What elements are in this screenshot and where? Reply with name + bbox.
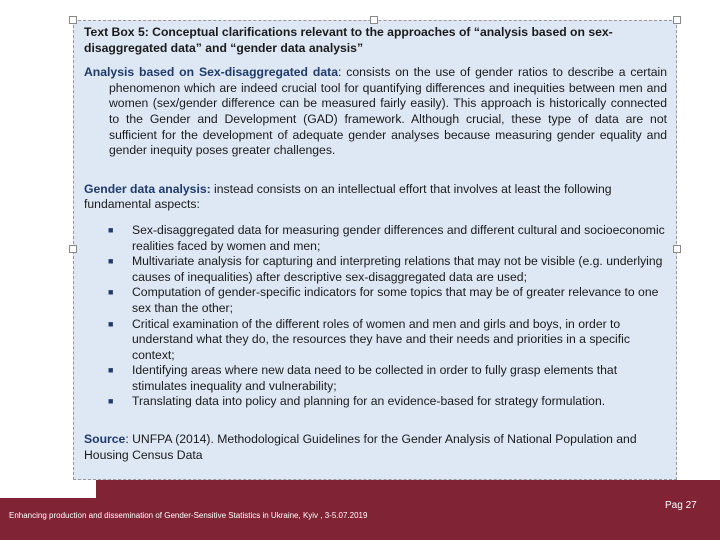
list-item-text: Computation of gender-specific indicators for some topics that may be of greater relevance to one sex than the other;	[132, 285, 659, 315]
source-label: Source	[84, 432, 126, 447]
footer-band	[96, 480, 720, 498]
resize-handle[interactable]	[370, 16, 378, 24]
list-item	[84, 317, 667, 364]
resize-handle[interactable]	[69, 16, 77, 24]
section-sex-disaggregated	[84, 65, 667, 159]
list-item	[84, 363, 667, 394]
text-box[interactable]	[73, 20, 677, 480]
bullet-icon: ■	[108, 287, 114, 298]
section-text: : consists on the use of gender ratios to describe a certain phenomenon which are indeed crucial tool for quantifying differences and inequities between men and women (sex/gender difference can be measured fairly easily). This approach is historically connected to the Gender and Development (GAD) framework. Although crucial, these type of data are not sufficient for the development of adequate gender analyses because measuring gender equality and gender inequity poses greater challenges.	[109, 65, 667, 158]
bullet-icon: ■	[108, 224, 114, 235]
list-item	[84, 254, 667, 285]
bullet-icon: ■	[108, 365, 114, 376]
list-item-text: Translating data into policy and planning for an evidence-based for strategy formulation.	[132, 394, 606, 409]
source-text: : UNFPA (2014). Methodological Guidelines for the Gender Analysis of National Population and Housing Census Data	[84, 432, 637, 462]
footer-text: Enhancing production and dissemination of Gender-Sensitive Statistics in Ukraine, Kyiv , 3-5.07.2019	[9, 511, 368, 520]
section-text: instead consists on an intellectual effort that involves at least the following fundamental aspects:	[84, 181, 612, 212]
section-gender-data-analysis	[84, 182, 667, 213]
resize-handle[interactable]	[673, 245, 681, 253]
section-label: Analysis based on Sex-disaggregated data	[84, 65, 338, 80]
resize-handle[interactable]	[673, 16, 681, 24]
page-number: Pag 27	[665, 500, 697, 511]
bullet-icon: ■	[108, 256, 114, 267]
bullet-list	[84, 223, 667, 410]
list-item	[84, 394, 667, 410]
list-item-text: Critical examination of the different roles of women and men and girls and boys, in order to understand what they do, the resources they have and their needs and priorities in a specific context;	[132, 316, 630, 362]
section-label: Gender data analysis:	[84, 181, 211, 196]
resize-handle[interactable]	[69, 245, 77, 253]
bullet-icon: ■	[108, 396, 114, 407]
bullet-icon: ■	[108, 318, 114, 329]
list-item	[84, 223, 667, 254]
list-item-text: Multivariate analysis for capturing and interpreting relations that may not be visible (e.g. underlying causes of inequalities) after descriptive sex-disaggregated data are used;	[132, 254, 663, 284]
list-item-text: Identifying areas where new data need to be collected in order to fully grasp elements that stimulates inequality and vulnerability;	[132, 363, 618, 393]
list-item	[84, 285, 667, 316]
source-citation	[84, 432, 667, 463]
textbox-title: Text Box 5: Conceptual clarifications relevant to the approaches of “analysis based on sex-disaggregated data” and “gender data analysis”	[84, 25, 613, 55]
list-item-text: Sex-disaggregated data for measuring gender differences and different cultural and socioeconomic realities faced by women and men;	[132, 222, 665, 253]
